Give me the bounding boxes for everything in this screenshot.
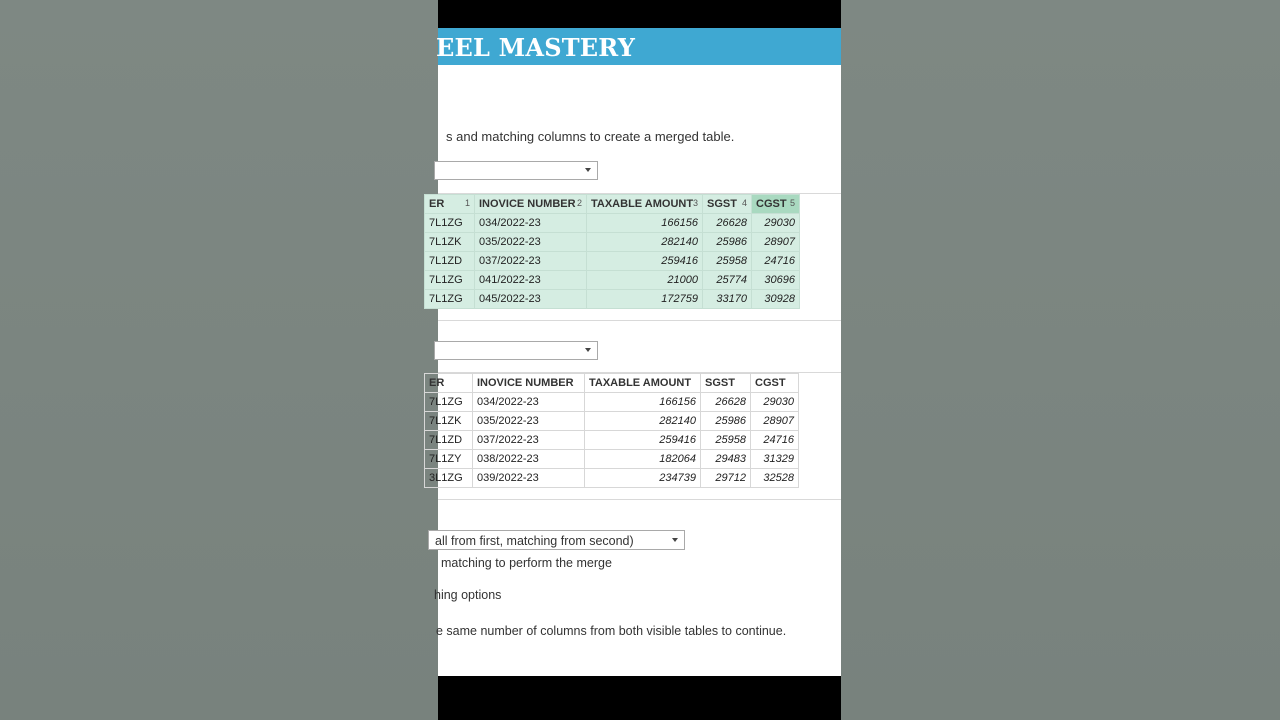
cell: 25986 — [703, 233, 752, 252]
table-header-row — [425, 195, 800, 214]
cell: 7L1ZG — [425, 214, 475, 233]
column-header-taxable-amount[interactable]: TAXABLE AMOUNT — [585, 374, 701, 393]
divider — [438, 320, 841, 321]
table-row — [425, 252, 800, 271]
cell: 045/2022-23 — [475, 290, 587, 309]
chevron-down-icon — [585, 168, 591, 172]
cell: 035/2022-23 — [475, 233, 587, 252]
column-header-cgst[interactable]: CGST — [751, 374, 799, 393]
divider — [438, 499, 841, 500]
cell: 25986 — [701, 412, 751, 431]
column-header-gstin[interactable]: ER — [425, 374, 473, 393]
cell: 035/2022-23 — [473, 412, 585, 431]
cell: 21000 — [587, 271, 703, 290]
second-table-preview — [424, 373, 799, 488]
table-row — [425, 214, 800, 233]
cell: 30928 — [752, 290, 800, 309]
column-header-invoice-number[interactable]: INOVICE NUMBER — [473, 374, 585, 393]
table-row — [425, 469, 799, 488]
cell: 041/2022-23 — [475, 271, 587, 290]
cell: 25774 — [703, 271, 752, 290]
cell: 29030 — [751, 393, 799, 412]
table-row — [425, 393, 799, 412]
banner — [438, 28, 841, 65]
column-header-cgst[interactable]: 5 CGST — [752, 195, 800, 214]
join-kind-value: all from first, matching from second) — [435, 534, 634, 548]
merge-dialog — [429, 28, 841, 676]
cell: 037/2022-23 — [473, 431, 585, 450]
cell: 25958 — [701, 431, 751, 450]
status-message: e same number of columns from both visible tables to continue. — [436, 624, 787, 638]
cell: 282140 — [585, 412, 701, 431]
column-header-gstin[interactable]: 1 ER — [425, 195, 475, 214]
cell: 24716 — [751, 431, 799, 450]
cell: 039/2022-23 — [473, 469, 585, 488]
cell: 3L1ZG — [425, 469, 473, 488]
first-table-dropdown[interactable] — [434, 161, 598, 180]
cell: 28907 — [752, 233, 800, 252]
table-row — [425, 233, 800, 252]
first-table-preview — [424, 194, 800, 309]
cell: 26628 — [703, 214, 752, 233]
column-header-sgst[interactable]: SGST — [701, 374, 751, 393]
cell: 25958 — [703, 252, 752, 271]
second-table-dropdown[interactable] — [434, 341, 598, 360]
cell: 166156 — [585, 393, 701, 412]
cell: 29030 — [752, 214, 800, 233]
cell: 034/2022-23 — [475, 214, 587, 233]
fuzzy-options-toggle[interactable]: hing options — [434, 588, 502, 602]
cell: 038/2022-23 — [473, 450, 585, 469]
table-row — [425, 412, 799, 431]
chevron-down-icon — [672, 538, 678, 542]
cell: 26628 — [701, 393, 751, 412]
cell: 172759 — [587, 290, 703, 309]
cell: 7L1ZG — [425, 271, 475, 290]
table-row — [425, 450, 799, 469]
background-blur-right — [841, 0, 1280, 720]
cell: 31329 — [751, 450, 799, 469]
fuzzy-matching-label[interactable]: matching to perform the merge — [441, 556, 612, 570]
cell: 7L1ZD — [425, 431, 473, 450]
column-header-sgst[interactable]: 4 SGST — [703, 195, 752, 214]
join-kind-dropdown[interactable] — [428, 530, 685, 550]
table-header-row — [425, 374, 799, 393]
video-frame — [429, 0, 841, 720]
cell: 166156 — [587, 214, 703, 233]
cell: 182064 — [585, 450, 701, 469]
cell: 24716 — [752, 252, 800, 271]
cell: 33170 — [703, 290, 752, 309]
cell: 7L1ZY — [425, 450, 473, 469]
banner-title: EEL MASTERY — [436, 33, 636, 62]
cell: 30696 — [752, 271, 800, 290]
table-row — [425, 290, 800, 309]
dialog-description: s and matching columns to create a merged table. — [446, 129, 735, 144]
column-header-invoice-number[interactable]: 2 INOVICE NUMBER — [475, 195, 587, 214]
cell: 037/2022-23 — [475, 252, 587, 271]
cell: 29712 — [701, 469, 751, 488]
cell: 28907 — [751, 412, 799, 431]
cell: 32528 — [751, 469, 799, 488]
cell: 29483 — [701, 450, 751, 469]
table-row — [425, 431, 799, 450]
cell: 7L1ZD — [425, 252, 475, 271]
cell: 7L1ZG — [425, 393, 473, 412]
background-blur-left — [0, 0, 438, 720]
cell: 234739 — [585, 469, 701, 488]
cell: 259416 — [587, 252, 703, 271]
cell: 7L1ZK — [425, 233, 475, 252]
table-row — [425, 271, 800, 290]
cell: 7L1ZG — [425, 290, 475, 309]
cell: 259416 — [585, 431, 701, 450]
column-header-taxable-amount[interactable]: 3 TAXABLE AMOUNT — [587, 195, 703, 214]
chevron-down-icon — [585, 348, 591, 352]
cell: 034/2022-23 — [473, 393, 585, 412]
cell: 7L1ZK — [425, 412, 473, 431]
cell: 282140 — [587, 233, 703, 252]
